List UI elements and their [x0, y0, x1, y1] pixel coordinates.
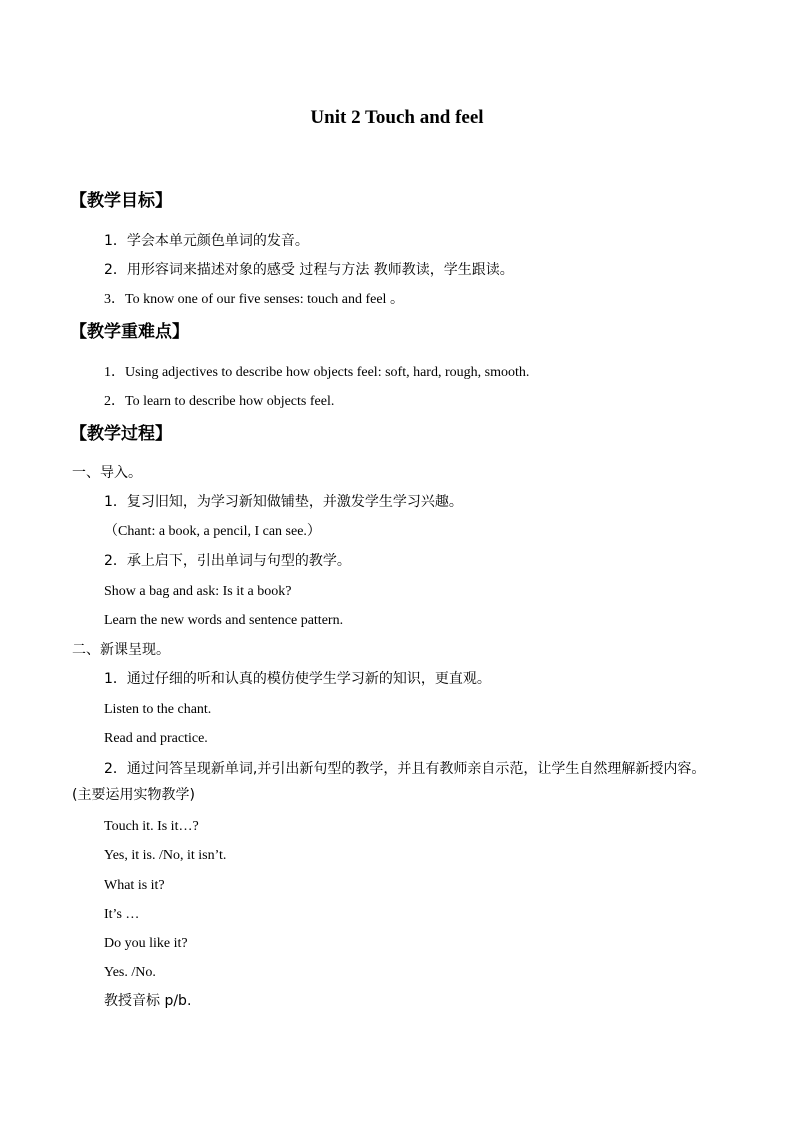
- part2-item-2: 2．通过问答呈现新单词,并引出新句型的教学，并且有教师亲自示范，让学生自然理解新授内容。(主要运用实物教学): [72, 761, 706, 803]
- dialogue-line-2: Yes, it is. /No, it isn’t.: [104, 848, 227, 863]
- dialogue-line-7: 教授音标 p/b.: [104, 993, 192, 1009]
- dialogue-line-5: Do you like it?: [104, 936, 188, 951]
- part1-item-2: 2．承上启下，引出单词与句型的教学。: [104, 553, 351, 569]
- goal-item-1: 1．学会本单元颜色单词的发音。: [104, 233, 309, 249]
- section-heading-goals: 【教学目标】: [70, 191, 172, 211]
- key-point-item-1: 1．Using adjectives to describe how objects feel: soft, hard, rough, smooth.: [104, 365, 530, 380]
- key-point-item-2: 2．To learn to describe how objects feel.: [104, 394, 335, 409]
- dialogue-line-1: Touch it. Is it…?: [104, 819, 199, 834]
- part2-read: Read and practice.: [104, 731, 208, 746]
- part1-learn: Learn the new words and sentence pattern.: [104, 613, 344, 628]
- part1-show: Show a bag and ask: Is it a book?: [104, 584, 292, 599]
- part2-item-1: 1．通过仔细的听和认真的模仿使学生学习新的知识，更直观。: [104, 671, 491, 687]
- part1-item-1: 1．复习旧知，为学习新知做铺垫，并激发学生学习兴趣。: [104, 494, 463, 510]
- dialogue-line-3: What is it?: [104, 878, 165, 893]
- goal-item-3: 3．To know one of our five senses: touch and feel 。: [104, 292, 404, 307]
- dialogue-line-6: Yes. /No.: [104, 965, 156, 980]
- document-title: Unit 2 Touch and feel: [310, 107, 484, 128]
- part1-chant: （Chant: a book, a pencil, I can see.）: [104, 524, 321, 539]
- part1-heading: 一、导入。: [72, 465, 142, 481]
- part2-heading: 二、新课呈现。: [72, 642, 170, 658]
- section-heading-key-points: 【教学重难点】: [70, 322, 189, 342]
- section-heading-process: 【教学过程】: [70, 424, 172, 444]
- goal-item-2: 2．用形容词来描述对象的感受 过程与方法 教师教读，学生跟读。: [104, 262, 514, 278]
- dialogue-line-4: It’s …: [104, 907, 140, 922]
- part2-listen: Listen to the chant.: [104, 702, 212, 717]
